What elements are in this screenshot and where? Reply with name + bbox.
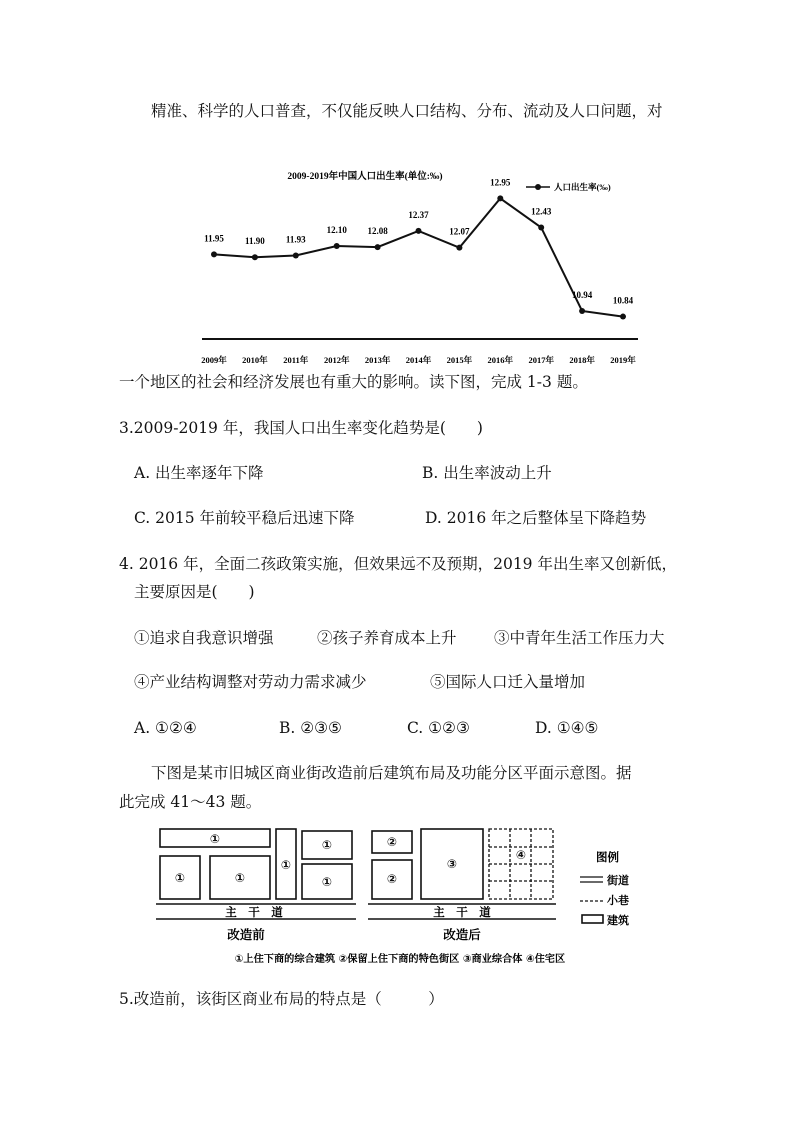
x-tick-2014年: 2014年: [405, 355, 432, 365]
label-4: ④: [515, 848, 527, 862]
x-tick-2015年: 2015年: [446, 355, 473, 365]
x-tick-2013年: 2013年: [364, 355, 391, 365]
label-2-top: ②: [386, 835, 398, 849]
road-label-before: 主 干 道: [225, 905, 283, 919]
residential-grid: [489, 829, 553, 899]
chart-legend: [526, 182, 611, 192]
x-tick-2018年: 2018年: [569, 355, 595, 365]
legend-marker: [535, 184, 541, 190]
intro-line-1: 精准、科学的人口普查，不仅能反映人口结构、分布、流动及人口问题，对: [151, 102, 663, 120]
data-point-2013年: [375, 244, 381, 250]
street-layout-diagram: [150, 822, 650, 970]
caption-before: 改造前: [227, 927, 265, 942]
data-point-2017年: [538, 225, 544, 231]
birth-rate-chart: [190, 160, 650, 370]
x-tick-2010年: 2010年: [242, 355, 268, 365]
intro-line-2: 一个地区的社会和经济发展也有重大的影响。读下图，完成 1-3 题。: [119, 373, 588, 391]
data-point-2011年: [293, 253, 299, 259]
label-1-top: ①: [209, 832, 221, 846]
x-tick-2016年: 2016年: [487, 355, 514, 365]
data-point-2019年: [620, 314, 626, 320]
q4-stem-line-2: 主要原因是( ): [134, 583, 255, 601]
data-point-2015年: [456, 245, 462, 251]
q4-option-b[interactable]: B. ②③⑤: [279, 719, 342, 737]
x-tick-2017年: 2017年: [528, 355, 554, 365]
data-label-2014年: 12.37: [408, 209, 429, 220]
label-3: ③: [446, 857, 458, 871]
q4-stem-line-1: 4. 2016 年，全面二孩政策实施，但效果远不及预期，2019 年出生率又创新低，: [119, 555, 677, 573]
data-point-2012年: [334, 243, 340, 249]
label-2-bottom: ②: [386, 872, 398, 886]
label-1-right-top: ①: [321, 838, 333, 852]
q4-item-1: ①追求自我意识增强: [134, 629, 274, 647]
legend-label: 人口出生率(‰): [554, 182, 611, 192]
q4-item-4: ④产业结构调整对劳动力需求减少: [134, 673, 367, 691]
data-label-2009年: 11.95: [204, 233, 224, 244]
x-tick-2009年: 2009年: [201, 355, 227, 365]
label-1-right-bottom: ①: [321, 875, 333, 889]
x-tick-labels: [201, 355, 636, 365]
chart-title: 2009-2019年中国人口出生率(单位:‰): [287, 172, 443, 182]
q3-option-a[interactable]: A. 出生率逐年下降: [134, 464, 264, 482]
q4-item-3: ③中青年生活工作压力大: [494, 629, 665, 647]
data-label-2017年: 12.43: [531, 206, 552, 217]
x-tick-2012年: 2012年: [323, 355, 350, 365]
data-label-2013年: 12.08: [367, 226, 388, 237]
intro2-line-1: 下图是某市旧城区商业街改造前后建筑布局及功能分区平面示意图。据: [151, 764, 632, 782]
q4-option-c[interactable]: C. ①②③: [407, 719, 470, 737]
q3-option-b[interactable]: B. 出生率波动上升: [422, 464, 552, 482]
legend-street: 街道: [607, 874, 629, 887]
diagram-legend: [580, 850, 629, 927]
label-1-left: ①: [174, 871, 186, 885]
label-1-narrow: ①: [280, 858, 292, 872]
diagram-footnote: ①上住下商的综合建筑 ②保留上住下商的特色街区 ③商业综合体 ④住宅区: [234, 954, 566, 965]
q5-stem: 5.改造前，该街区商业布局的特点是（ ）: [119, 990, 444, 1008]
legend-alley: 小巷: [607, 894, 629, 907]
caption-after: 改造后: [443, 927, 481, 942]
label-1-mid: ①: [234, 871, 246, 885]
intro2-line-2: 此完成 41～43 题。: [119, 793, 262, 811]
data-point-2009年: [211, 251, 217, 257]
data-label-2010年: 11.90: [245, 236, 265, 247]
legend-building: 建筑: [607, 914, 629, 927]
q3-option-c[interactable]: C. 2015 年前较平稳后迅速下降: [134, 509, 355, 527]
road-label-after: 主 干 道: [433, 905, 491, 919]
q3-option-d[interactable]: D. 2016 年之后整体呈下降趋势: [425, 509, 647, 527]
q4-item-5: ⑤国际人口迁入量增加: [430, 673, 586, 691]
q3-stem: 3.2009-2019 年，我国人口出生率变化趋势是( ): [119, 419, 483, 437]
x-tick-2019年: 2019年: [610, 355, 636, 365]
legend-title: 图例: [596, 850, 619, 864]
q4-option-d[interactable]: D. ①④⑤: [535, 719, 599, 737]
data-label-2012年: 12.10: [326, 225, 347, 235]
x-tick-2011年: 2011年: [283, 355, 309, 365]
q4-option-a[interactable]: A. ①②④: [134, 719, 197, 737]
data-label-2018年: 10.94: [571, 289, 593, 300]
data-label-2019年: 10.84: [612, 295, 634, 306]
q4-item-2: ②孩子养育成本上升: [317, 629, 457, 647]
data-point-2014年: [416, 228, 422, 234]
data-point-2018年: [579, 308, 585, 314]
data-label-2015年: 12.07: [449, 226, 470, 237]
data-label-2016年: 12.95: [490, 177, 511, 188]
data-point-2016年: [497, 195, 503, 201]
data-label-2011年: 11.93: [285, 234, 306, 245]
data-point-2010年: [252, 254, 258, 260]
